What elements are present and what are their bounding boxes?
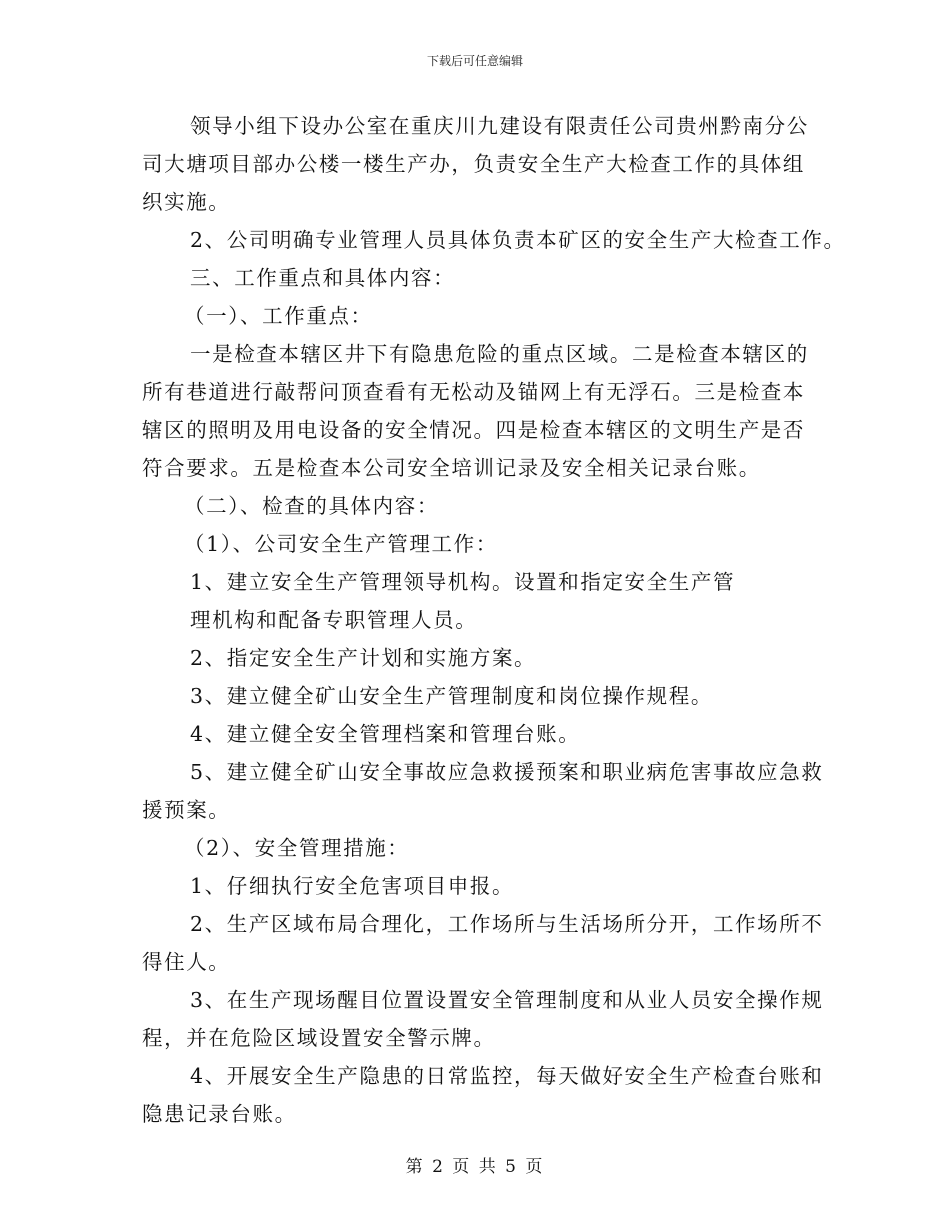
list-item: 3、在生产现场醒目位置设置安全管理制度和从业人员安全操作规 <box>190 988 824 1012</box>
section-heading: 三、工作重点和具体内容： <box>190 266 456 290</box>
page-header: 下载后可任意编辑 <box>426 54 523 68</box>
text-line: 2、公司明确专业管理人员具体负责本矿区的安全生产大检查工作。 <box>190 228 846 252</box>
text-line: 符合要求。五是检查本公司安全培训记录及安全相关记录台账。 <box>142 456 761 480</box>
list-item: 4、建立健全安全管理档案和管理台账。 <box>190 722 581 746</box>
text-line: 援预案。 <box>142 798 231 822</box>
list-item: 4、开展安全生产隐患的日常监控，每天做好安全生产检查台账和 <box>190 1064 824 1088</box>
text-line: 领导小组下设办公室在重庆川九建设有限责任公司贵州黔南分公 <box>190 114 809 138</box>
list-item: 1、仔细执行安全危害项目申报。 <box>190 874 515 898</box>
page-footer: 第 2 页 共 5 页 <box>405 1157 545 1177</box>
text-line: 织实施。 <box>142 190 231 214</box>
list-item: 1、建立安全生产管理领导机构。设置和指定安全生产管 <box>190 570 736 594</box>
list-item: 3、建立健全矿山安全生产管理制度和岗位操作规程。 <box>190 684 713 708</box>
text-line: 辖区的照明及用电设备的安全情况。四是检查本辖区的文明生产是否 <box>142 418 805 442</box>
text-line: 隐患记录台账。 <box>142 1102 297 1126</box>
text-line: 司大塘项目部办公楼一楼生产办，负责安全生产大检查工作的具体组 <box>142 152 805 176</box>
subsection-heading: （2）、安全管理措施： <box>184 836 410 860</box>
subsection-heading: （二）、检查的具体内容： <box>184 494 439 518</box>
subsection-heading: （1）、公司安全生产管理工作： <box>184 532 498 556</box>
text-line: 得住人。 <box>142 950 231 974</box>
list-item: 2、指定安全生产计划和实施方案。 <box>190 646 537 670</box>
text-line: 所有巷道进行敲帮问顶查看有无松动及锚网上有无浮石。三是检查本 <box>142 380 805 404</box>
text-line: 一是检查本辖区井下有隐患危险的重点区域。二是检查本辖区的 <box>190 342 809 366</box>
list-item: 5、建立健全矿山安全事故应急救援预案和职业病危害事故应急救 <box>190 760 824 784</box>
list-item: 2、生产区域布局合理化，工作场所与生活场所分开，工作场所不 <box>190 912 824 936</box>
text-line: 理机构和配备专职管理人员。 <box>190 608 478 632</box>
text-line: 程，并在危险区域设置安全警示牌。 <box>142 1026 496 1050</box>
subsection-heading: （一）、工作重点： <box>184 304 373 328</box>
